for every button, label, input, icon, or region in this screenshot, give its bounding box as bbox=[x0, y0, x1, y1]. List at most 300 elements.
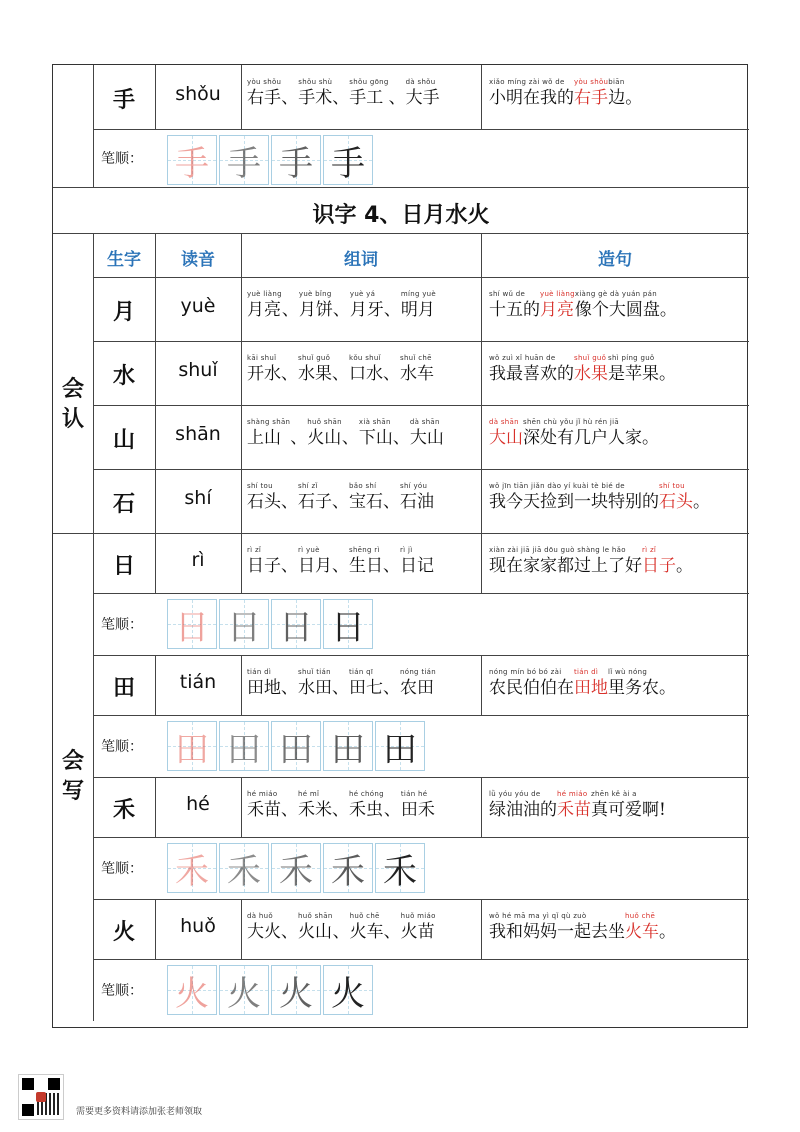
example-sentence bbox=[489, 789, 745, 821]
column-divider bbox=[481, 277, 482, 341]
section-char: 会 bbox=[61, 377, 84, 402]
word-pinyin: dà shān bbox=[489, 418, 519, 426]
word-hanzi: 水果 bbox=[298, 364, 332, 384]
word-list bbox=[247, 417, 481, 449]
sentence-segment bbox=[489, 77, 574, 109]
sentence-segment bbox=[489, 545, 642, 577]
word-separator: 、 bbox=[332, 922, 350, 942]
word-hanzi: 是苹果。 bbox=[608, 364, 676, 384]
word-pinyin: wǒ jīn tiān jiǎn dào yí kuài tè bié de bbox=[489, 482, 625, 490]
column-header-char: 生字 bbox=[107, 250, 141, 270]
word-pinyin: yòu shǒu bbox=[574, 78, 609, 86]
character-pinyin: yuè bbox=[180, 295, 216, 317]
qr-logo bbox=[36, 1092, 46, 1102]
word-pinyin: kāi shuǐ bbox=[247, 354, 277, 362]
word-pinyin: biān bbox=[608, 78, 625, 86]
word-hanzi: 田七 bbox=[349, 678, 383, 698]
column-divider bbox=[481, 65, 482, 129]
section-char: 认 bbox=[61, 407, 84, 432]
word-pinyin: lǐ wù nóng bbox=[608, 668, 648, 676]
column-divider bbox=[155, 533, 156, 593]
word-hanzi: 水田 bbox=[298, 678, 332, 698]
footer-note: 需要更多资料请添加张老师领取 bbox=[76, 1107, 203, 1117]
stroke-step-box bbox=[219, 721, 269, 771]
word-hanzi: 小明在我的 bbox=[489, 88, 574, 108]
word-pinyin: shuǐ guǒ bbox=[574, 354, 607, 362]
word-separator: 、 bbox=[332, 492, 349, 512]
character-pinyin: hé bbox=[186, 793, 210, 815]
stroke-step-glyph: 禾 bbox=[175, 851, 209, 892]
sentence-segment bbox=[659, 911, 676, 943]
word-pinyin: shuǐ guǒ bbox=[298, 354, 331, 362]
column-divider bbox=[481, 777, 482, 837]
sentence-highlight bbox=[574, 353, 608, 385]
word-pinyin: shǒu gōng bbox=[349, 78, 389, 86]
word-pinyin: yuè yá bbox=[349, 290, 376, 298]
stroke-step-glyph: 禾 bbox=[227, 851, 261, 892]
compound-word bbox=[359, 417, 393, 449]
word-hanzi: 下山 bbox=[358, 428, 393, 448]
column-divider bbox=[241, 277, 242, 341]
word-hanzi: 石油 bbox=[400, 492, 434, 512]
word-hanzi: 禾虫 bbox=[349, 800, 383, 820]
word-hanzi: 火车 bbox=[349, 922, 384, 942]
word-pinyin: yuè bǐng bbox=[298, 290, 332, 298]
word-separator: 、 bbox=[388, 88, 406, 108]
word-pinyin: kǒu shuǐ bbox=[349, 354, 381, 362]
stroke-step-box bbox=[271, 135, 321, 185]
word-hanzi: 右手 bbox=[247, 88, 281, 108]
word-pinyin: yuè liàng bbox=[540, 290, 575, 298]
word-pinyin: wǒ hé mā ma yì qǐ qù zuò bbox=[489, 912, 587, 920]
character: 水 bbox=[112, 364, 135, 389]
word-separator: 、 bbox=[332, 556, 349, 576]
row-divider bbox=[93, 341, 749, 342]
stroke-order-label: 笔顺： bbox=[101, 861, 143, 877]
stroke-step-glyph: 火 bbox=[227, 973, 261, 1014]
word-separator: 、 bbox=[332, 800, 349, 820]
sentence-segment bbox=[608, 77, 642, 109]
word-hanzi: 月亮 bbox=[540, 300, 574, 320]
sentence-highlight bbox=[574, 667, 608, 699]
stroke-step-glyph: 禾 bbox=[331, 851, 365, 892]
compound-word bbox=[349, 789, 384, 821]
compound-word bbox=[406, 77, 440, 109]
compound-word bbox=[247, 77, 281, 109]
row-divider bbox=[93, 405, 749, 406]
word-separator: 、 bbox=[383, 300, 401, 320]
compound-word bbox=[298, 481, 332, 513]
column-divider bbox=[241, 469, 242, 533]
column-divider bbox=[155, 405, 156, 469]
compound-word bbox=[401, 911, 436, 943]
word-hanzi: 田地 bbox=[247, 678, 281, 698]
character-pinyin: shí bbox=[184, 487, 212, 509]
word-pinyin: hé miáo bbox=[557, 790, 588, 798]
stroke-order-label: 笔顺： bbox=[101, 739, 143, 755]
row-divider bbox=[93, 593, 749, 594]
compound-word bbox=[349, 353, 383, 385]
word-pinyin: shēn chù yǒu jǐ hù rén jiā bbox=[523, 418, 619, 426]
example-sentence bbox=[489, 353, 745, 385]
column-divider bbox=[93, 533, 94, 1021]
word-hanzi: 我最喜欢的 bbox=[489, 364, 574, 384]
column-divider bbox=[93, 233, 94, 533]
compound-word bbox=[400, 481, 434, 513]
column-divider bbox=[481, 655, 482, 715]
lesson-title: 识字 4、日月水火 bbox=[312, 203, 490, 228]
sentence-segment bbox=[489, 353, 574, 385]
stroke-step-box bbox=[219, 135, 269, 185]
word-hanzi: 像个大圆盘。 bbox=[574, 300, 677, 320]
compound-word bbox=[410, 417, 444, 449]
compound-word bbox=[298, 77, 332, 109]
word-hanzi: 开水 bbox=[247, 364, 281, 384]
stroke-step-glyph: 禾 bbox=[279, 851, 313, 892]
word-separator: 、 bbox=[281, 556, 298, 576]
column-header-pinyin: 读音 bbox=[181, 250, 215, 270]
compound-word bbox=[350, 911, 384, 943]
word-pinyin: shí yóu bbox=[400, 482, 428, 490]
sentence-segment bbox=[489, 911, 625, 943]
word-separator: 、 bbox=[392, 428, 410, 448]
compound-word bbox=[401, 789, 435, 821]
sentence-segment bbox=[489, 667, 574, 699]
sentence-segment bbox=[591, 789, 666, 821]
word-hanzi: 禾米 bbox=[298, 800, 332, 820]
sentence-highlight bbox=[642, 545, 676, 577]
stroke-step-glyph: 火 bbox=[331, 973, 365, 1014]
column-divider bbox=[155, 655, 156, 715]
example-sentence bbox=[489, 911, 745, 943]
compound-word bbox=[247, 353, 281, 385]
stroke-step-box bbox=[271, 721, 321, 771]
word-pinyin: nóng mín bó bó zài bbox=[489, 668, 562, 676]
sentence-segment bbox=[489, 789, 557, 821]
character: 月 bbox=[112, 300, 135, 325]
word-separator: 、 bbox=[281, 678, 298, 698]
word-pinyin: dà shǒu bbox=[405, 78, 436, 86]
column-divider bbox=[155, 65, 156, 129]
word-hanzi: 农田 bbox=[400, 678, 434, 698]
word-hanzi: 边。 bbox=[608, 88, 643, 108]
stroke-step-glyph: 手 bbox=[331, 143, 365, 184]
character-pinyin: tián bbox=[179, 671, 217, 693]
word-hanzi: 大手 bbox=[405, 88, 440, 108]
word-hanzi: 火车 bbox=[625, 922, 659, 942]
word-pinyin: yòu shǒu bbox=[247, 78, 282, 86]
word-hanzi: 日子 bbox=[247, 556, 281, 576]
word-list bbox=[247, 667, 481, 699]
word-hanzi: 火苗 bbox=[400, 922, 435, 942]
compound-word bbox=[298, 353, 332, 385]
word-list bbox=[247, 789, 481, 821]
word-separator: 、 bbox=[281, 492, 298, 512]
compound-word bbox=[298, 545, 332, 577]
word-hanzi: 日月 bbox=[298, 556, 332, 576]
compound-word bbox=[401, 289, 436, 321]
compound-word bbox=[298, 789, 332, 821]
word-pinyin: shuǐ chē bbox=[400, 354, 432, 362]
compound-word bbox=[350, 289, 384, 321]
word-hanzi: 水车 bbox=[400, 364, 434, 384]
row-divider bbox=[93, 959, 749, 960]
sentence-highlight bbox=[557, 789, 591, 821]
character-pinyin: huǒ bbox=[180, 915, 216, 937]
character: 石 bbox=[112, 492, 135, 517]
stroke-step-box bbox=[219, 843, 269, 893]
word-hanzi: 月牙 bbox=[349, 300, 384, 320]
column-divider bbox=[241, 341, 242, 405]
qr-code bbox=[18, 1074, 64, 1120]
column-divider bbox=[155, 899, 156, 959]
sentence-highlight bbox=[625, 911, 659, 943]
word-hanzi: 火山 bbox=[307, 428, 342, 448]
section-label-recognize bbox=[53, 375, 93, 435]
row-divider bbox=[93, 837, 749, 838]
word-pinyin: huǒ chē bbox=[625, 912, 656, 920]
compound-word bbox=[400, 353, 434, 385]
word-pinyin: shí wǔ de bbox=[489, 290, 526, 298]
word-hanzi: 大山 bbox=[489, 428, 523, 448]
section-char: 写 bbox=[61, 779, 84, 804]
column-divider bbox=[481, 469, 482, 533]
word-pinyin: hé miáo bbox=[247, 790, 278, 798]
stroke-step-glyph: 田 bbox=[279, 729, 313, 770]
word-hanzi: 手工 bbox=[349, 88, 384, 108]
stroke-step-box bbox=[271, 599, 321, 649]
word-pinyin: rì jì bbox=[400, 546, 413, 554]
column-divider bbox=[155, 233, 156, 277]
stroke-step-glyph: 田 bbox=[227, 729, 261, 770]
word-pinyin: huǒ miáo bbox=[400, 912, 436, 920]
sentence-segment bbox=[676, 545, 693, 577]
word-pinyin: huǒ shān bbox=[307, 418, 342, 426]
character: 禾 bbox=[112, 798, 135, 823]
word-hanzi: 农民伯伯在 bbox=[489, 678, 574, 698]
compound-word bbox=[247, 667, 281, 699]
stroke-step-glyph: 手 bbox=[227, 143, 261, 184]
stroke-step-glyph: 手 bbox=[175, 143, 209, 184]
row-divider bbox=[93, 655, 749, 656]
compound-word bbox=[400, 545, 434, 577]
compound-word bbox=[400, 667, 436, 699]
character-pinyin: shuǐ bbox=[178, 359, 218, 381]
stroke-step-box bbox=[167, 965, 217, 1015]
column-divider bbox=[155, 341, 156, 405]
word-pinyin: huǒ shān bbox=[298, 912, 333, 920]
word-pinyin: lǜ yóu yóu de bbox=[489, 790, 541, 798]
compound-word bbox=[349, 667, 383, 699]
vocabulary-table bbox=[52, 64, 748, 1028]
stroke-step-box bbox=[167, 721, 217, 771]
stroke-step-box bbox=[167, 135, 217, 185]
word-hanzi: 大火 bbox=[247, 922, 281, 942]
compound-word bbox=[307, 417, 342, 449]
word-separator: 、 bbox=[383, 678, 400, 698]
row-divider bbox=[53, 533, 749, 534]
stroke-step-glyph: 日 bbox=[279, 607, 313, 648]
row-divider bbox=[53, 187, 749, 188]
word-pinyin: shí tou bbox=[659, 482, 685, 490]
word-pinyin: shí tou bbox=[247, 482, 273, 490]
stroke-step-box bbox=[167, 599, 217, 649]
stroke-step-box bbox=[375, 843, 425, 893]
stroke-step-glyph: 火 bbox=[279, 973, 313, 1014]
compound-word bbox=[247, 789, 281, 821]
word-hanzi: 宝石 bbox=[349, 492, 383, 512]
word-hanzi: 禾苗 bbox=[557, 800, 591, 820]
word-pinyin: rì yuè bbox=[298, 546, 320, 554]
word-hanzi: 石子 bbox=[298, 492, 332, 512]
word-hanzi: 我和妈妈一起去坐 bbox=[489, 922, 625, 942]
word-hanzi: 火山 bbox=[298, 922, 332, 942]
word-hanzi: 。 bbox=[676, 556, 693, 576]
example-sentence bbox=[489, 481, 745, 513]
word-list bbox=[247, 545, 481, 577]
stroke-order-label: 笔顺： bbox=[101, 151, 143, 167]
word-pinyin: nóng tián bbox=[400, 668, 436, 676]
stroke-step-box bbox=[323, 843, 373, 893]
column-divider bbox=[155, 777, 156, 837]
column-divider bbox=[241, 65, 242, 129]
word-pinyin: dà huǒ bbox=[247, 912, 273, 920]
column-divider bbox=[241, 405, 242, 469]
word-pinyin: zhēn kě ài a bbox=[591, 790, 637, 798]
compound-word bbox=[349, 77, 388, 109]
word-separator: 、 bbox=[290, 428, 308, 448]
compound-word bbox=[299, 289, 333, 321]
word-pinyin: shǒu shù bbox=[298, 78, 333, 86]
stroke-step-glyph: 田 bbox=[175, 729, 209, 770]
example-sentence bbox=[489, 417, 745, 449]
character: 田 bbox=[112, 676, 135, 701]
sentence-highlight bbox=[574, 77, 608, 109]
word-hanzi: 明月 bbox=[400, 300, 435, 320]
stroke-step-box bbox=[323, 721, 373, 771]
stroke-step-box bbox=[167, 843, 217, 893]
word-hanzi: 十五的 bbox=[489, 300, 540, 320]
character: 手 bbox=[112, 88, 135, 113]
word-separator: 、 bbox=[332, 88, 350, 108]
word-pinyin: yuè liàng bbox=[247, 290, 282, 298]
stroke-step-box bbox=[323, 965, 373, 1015]
compound-word bbox=[349, 545, 383, 577]
row-divider bbox=[93, 777, 749, 778]
stroke-step-glyph: 田 bbox=[331, 729, 365, 770]
word-hanzi: 绿油油的 bbox=[489, 800, 557, 820]
sentence-segment bbox=[693, 481, 710, 513]
word-hanzi: 我今天捡到一块特别的 bbox=[489, 492, 659, 512]
stroke-step-box bbox=[271, 843, 321, 893]
word-hanzi: 口水 bbox=[349, 364, 383, 384]
sentence-segment bbox=[489, 289, 540, 321]
word-hanzi: 月亮 bbox=[247, 300, 281, 320]
column-divider bbox=[241, 777, 242, 837]
word-pinyin: míng yuè bbox=[400, 290, 437, 298]
compound-word bbox=[247, 289, 282, 321]
row-divider bbox=[53, 233, 749, 234]
word-pinyin: wǒ zuì xǐ huān de bbox=[489, 354, 556, 362]
word-separator: 、 bbox=[383, 800, 401, 820]
word-pinyin: tián dì bbox=[574, 668, 599, 676]
word-hanzi: 田禾 bbox=[400, 800, 435, 820]
compound-word bbox=[247, 417, 290, 449]
column-header-words: 组词 bbox=[344, 250, 378, 270]
column-divider bbox=[481, 533, 482, 593]
compound-word bbox=[298, 667, 332, 699]
sentence-segment bbox=[608, 667, 676, 699]
column-divider bbox=[93, 65, 94, 187]
word-pinyin: xiǎo míng zài wǒ de bbox=[489, 78, 565, 86]
row-divider bbox=[93, 129, 749, 130]
word-hanzi: 真可爱啊! bbox=[591, 800, 666, 820]
example-sentence bbox=[489, 77, 745, 109]
word-pinyin: bǎo shí bbox=[349, 482, 377, 490]
word-pinyin: dà shān bbox=[409, 418, 440, 426]
word-separator: 、 bbox=[281, 364, 298, 384]
word-pinyin: hé mǐ bbox=[298, 790, 320, 798]
word-hanzi: 生日 bbox=[349, 556, 383, 576]
word-hanzi: 。 bbox=[693, 492, 710, 512]
word-list bbox=[247, 77, 481, 109]
word-separator: 、 bbox=[281, 300, 299, 320]
row-divider bbox=[93, 469, 749, 470]
word-separator: 、 bbox=[281, 88, 299, 108]
word-hanzi: 里务农。 bbox=[608, 678, 676, 698]
compound-word bbox=[298, 911, 333, 943]
sentence-segment bbox=[489, 481, 659, 513]
stroke-step-box bbox=[219, 965, 269, 1015]
stroke-step-box bbox=[323, 599, 373, 649]
word-hanzi: 右手 bbox=[574, 88, 608, 108]
column-divider bbox=[481, 233, 482, 277]
column-divider bbox=[241, 233, 242, 277]
column-divider bbox=[241, 899, 242, 959]
stroke-step-glyph: 田 bbox=[383, 729, 417, 770]
word-separator: 、 bbox=[281, 922, 298, 942]
word-pinyin: shàng shān bbox=[247, 418, 291, 426]
word-separator: 、 bbox=[341, 428, 359, 448]
word-pinyin: shí zǐ bbox=[298, 482, 318, 490]
word-separator: 、 bbox=[383, 364, 400, 384]
column-divider bbox=[155, 469, 156, 533]
word-separator: 、 bbox=[383, 922, 401, 942]
word-pinyin: shuǐ tián bbox=[298, 668, 331, 676]
word-separator: 、 bbox=[281, 800, 298, 820]
sentence-segment bbox=[575, 289, 677, 321]
word-pinyin: tián qī bbox=[349, 668, 374, 676]
character: 山 bbox=[112, 428, 135, 453]
word-hanzi: 日记 bbox=[400, 556, 434, 576]
stroke-step-glyph: 禾 bbox=[383, 851, 417, 892]
word-list bbox=[247, 289, 481, 321]
stroke-step-box bbox=[219, 599, 269, 649]
row-divider bbox=[93, 277, 749, 278]
word-pinyin: shēng rì bbox=[349, 546, 380, 554]
stroke-step-glyph: 日 bbox=[331, 607, 365, 648]
word-hanzi: 深处有几户人家。 bbox=[523, 428, 659, 448]
word-separator: 、 bbox=[332, 678, 349, 698]
column-divider bbox=[481, 899, 482, 959]
sentence-highlight bbox=[540, 289, 575, 321]
word-list bbox=[247, 911, 481, 943]
word-separator: 、 bbox=[383, 556, 400, 576]
word-hanzi: 水果 bbox=[574, 364, 608, 384]
compound-word bbox=[247, 545, 281, 577]
column-divider bbox=[481, 341, 482, 405]
stroke-step-glyph: 日 bbox=[227, 607, 261, 648]
